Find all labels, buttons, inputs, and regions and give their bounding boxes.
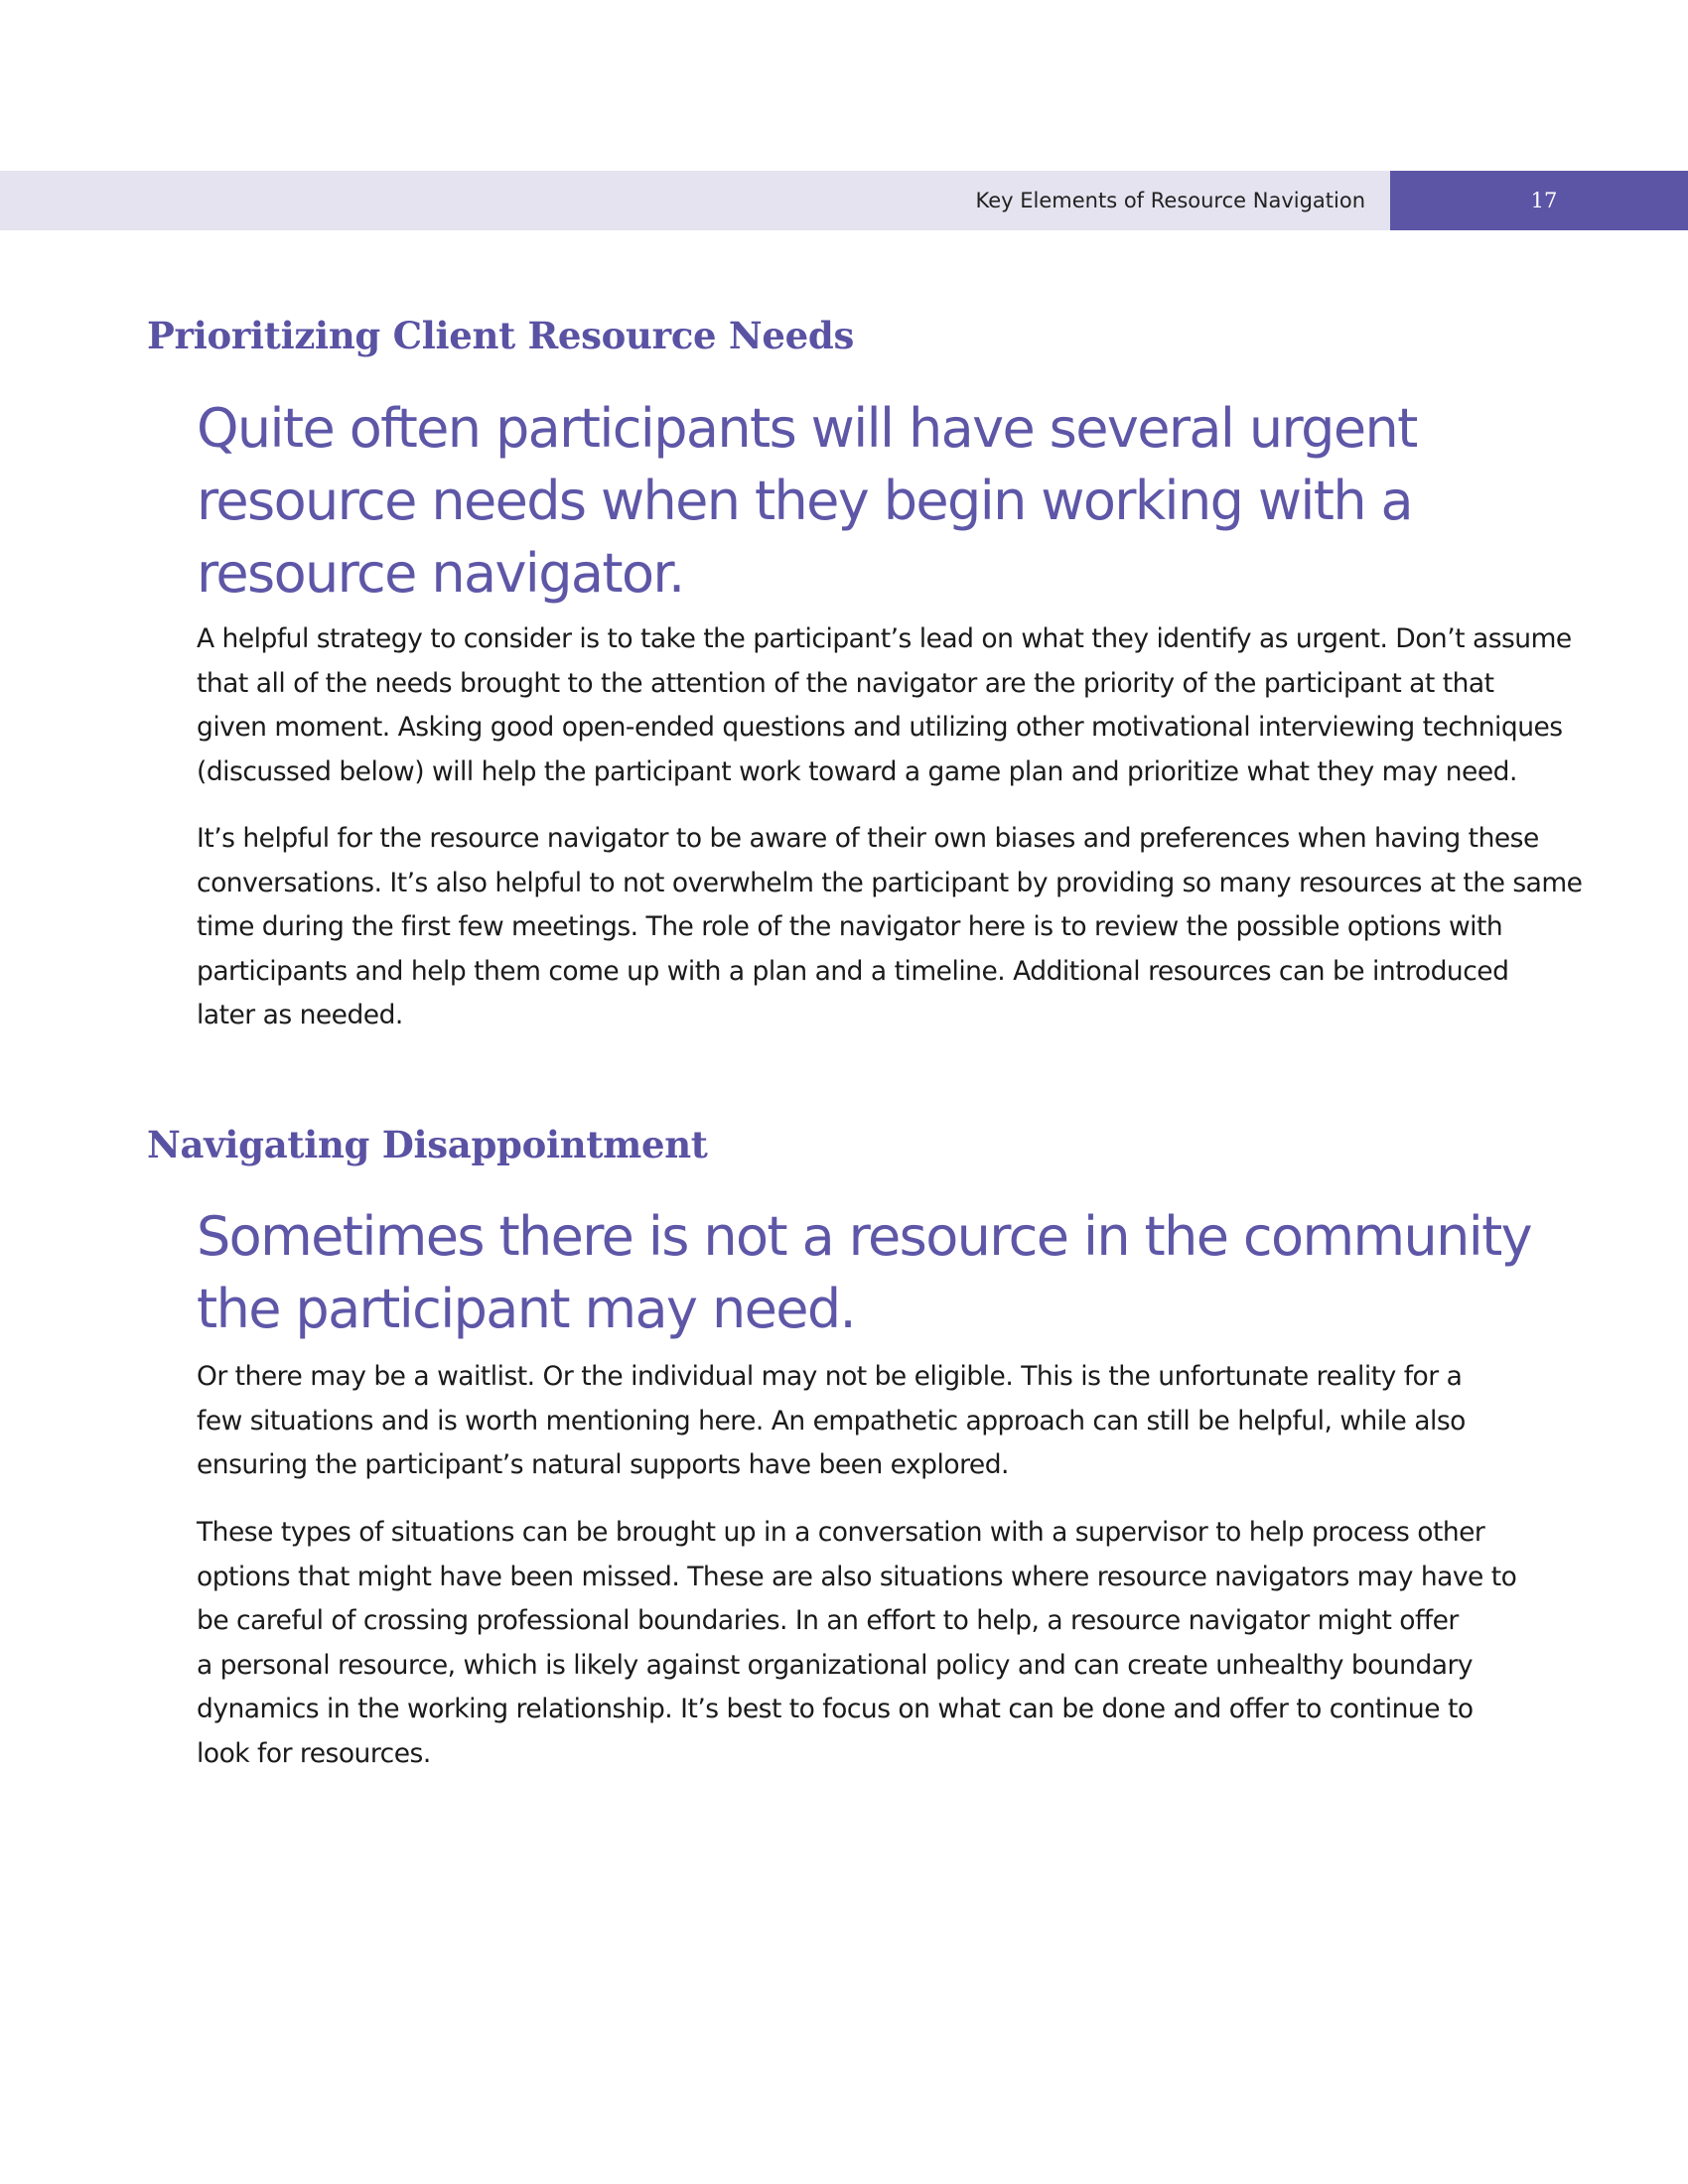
pull-quote-line: Quite often participants will have several urgent [197,397,1417,460]
section-heading-prioritizing: Prioritizing Client Resource Needs [147,314,854,357]
text-line: be careful of crossing professional boundaries. In an effort to help, a resource navigator might offer [197,1605,1459,1637]
paragraph-prioritizing-1 [197,617,1572,794]
text-line: later as needed. [197,1000,403,1031]
running-header-title: Key Elements of Resource Navigation [975,189,1365,212]
pull-quote-line: Sometimes there is not a resource in the community [197,1205,1532,1268]
paragraph-disappointment-2 [197,1511,1567,1777]
pull-quote-line: resource navigator. [197,542,684,605]
text-line: options that might have been missed. These are also situations where resource navigators may have to [197,1561,1517,1592]
text-line: It’s helpful for the resource navigator to be aware of their own biases and preferences when having these [197,823,1539,854]
pull-quote-line: resource needs when they begin working with a [197,470,1413,532]
text-line: dynamics in the working relationship. It’s best to focus on what can be done and offer to continue to [197,1694,1474,1725]
text-line: that all of the needs brought to the attention of the navigator are the priority of the participant at that [197,667,1494,699]
paragraph-disappointment-1 [197,1355,1567,1488]
text-line: look for resources. [197,1737,431,1769]
text-line: time during the first few meetings. The role of the navigator here is to review the possible options with [197,911,1503,943]
text-line: Or there may be a waitlist. Or the individual may not be eligible. This is the unfortunate reality for a [197,1361,1463,1392]
text-line: conversations. It’s also helpful to not overwhelm the participant by providing so many resources at the same [197,867,1583,898]
text-line: These types of situations can be brought up in a conversation with a supervisor to help process other [197,1517,1485,1548]
pull-quote-line: the participant may need. [197,1278,856,1340]
paragraph-prioritizing-2 [197,817,1583,1038]
page-number: 17 [1390,171,1688,230]
running-header [0,171,1688,230]
section-heading-disappointment: Navigating Disappointment [147,1123,708,1166]
text-line: few situations and is worth mentioning here. An empathetic approach can still be helpful, while also [197,1405,1466,1436]
text-line: participants and help them come up with a plan and a timeline. Additional resources can be introduced [197,955,1509,987]
text-line: given moment. Asking good open-ended questions and utilizing other motivational interviewing techniques [197,712,1563,744]
text-line: a personal resource, which is likely against organizational policy and can create unhealthy boundary [197,1649,1474,1681]
text-line: (discussed below) will help the participant work toward a game plan and prioritize what they may need. [197,755,1517,787]
pull-quote-disappointment [197,1200,1567,1345]
text-line: A helpful strategy to consider is to take the participant’s lead on what they identify as urgent. Don’t assume [197,623,1572,654]
pull-quote-prioritizing [197,392,1567,610]
text-line: ensuring the participant’s natural supports have been explored. [197,1449,1009,1481]
